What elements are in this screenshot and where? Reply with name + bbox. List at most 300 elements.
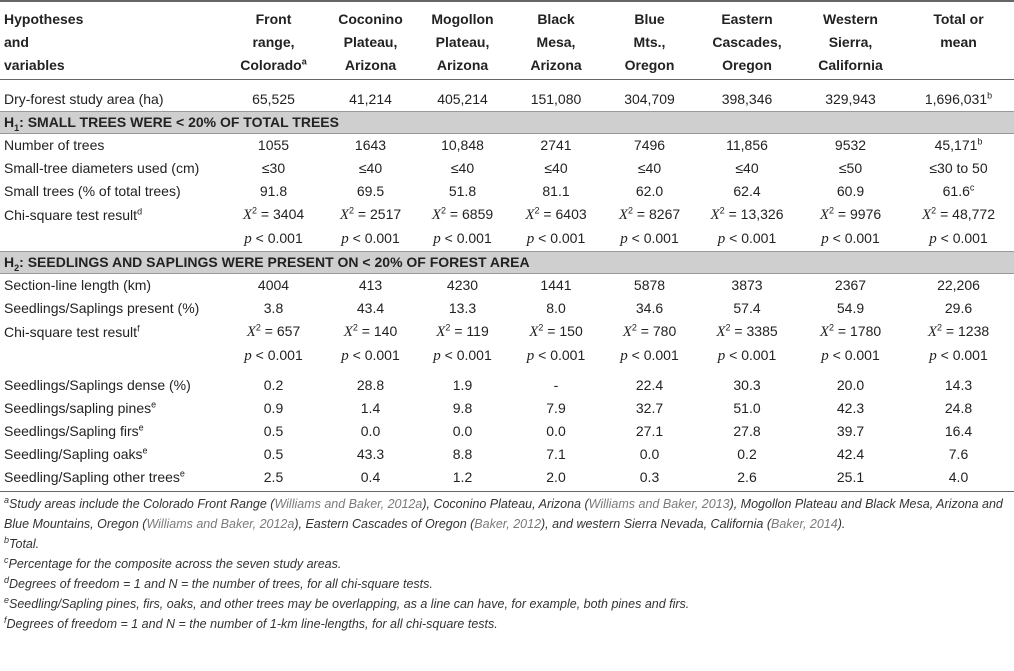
footnote-mark: b xyxy=(987,90,993,101)
table-cell: p < 0.001 xyxy=(620,230,679,247)
cell-value: 2367 xyxy=(834,277,867,293)
table-row-firs xyxy=(0,420,1014,443)
table-cell xyxy=(798,420,903,443)
header-col-line: Eastern xyxy=(721,11,773,27)
cell-value: 3.8 xyxy=(263,300,284,316)
section-h: H xyxy=(4,254,15,270)
row-label xyxy=(0,134,222,158)
cell-value: 43.3 xyxy=(356,446,385,462)
table-cell xyxy=(798,180,903,203)
chi-symbol: X xyxy=(343,324,353,340)
cell-value: 2.0 xyxy=(546,469,566,485)
cell-value: 22.4 xyxy=(635,377,664,393)
cell-value: 0.5 xyxy=(263,446,284,462)
cell-value: 329,943 xyxy=(825,91,876,107)
table-cell xyxy=(603,368,696,397)
p-value: 0.001 xyxy=(267,347,303,363)
table-cell: $X^2 = 150$ xyxy=(529,322,583,340)
chi-value: 9976 xyxy=(850,206,882,222)
table-cell xyxy=(798,443,903,466)
p-symbol: p xyxy=(717,348,726,364)
footnote-mark: f xyxy=(4,614,7,625)
footnote-mark: e xyxy=(179,468,185,479)
table-cell: p < 0.001 xyxy=(433,347,492,364)
cell-value: ≤30 xyxy=(261,160,286,176)
table-cell: $X^2 = 780$ xyxy=(622,322,677,340)
header-col-4 xyxy=(603,1,696,80)
chi-symbol: X xyxy=(246,324,256,340)
cell-value: 30.3 xyxy=(733,377,761,393)
section-h2 xyxy=(0,252,1014,274)
table-cell xyxy=(798,397,903,420)
chi-value: 3385 xyxy=(746,323,778,339)
table-cell xyxy=(325,80,416,112)
row-label xyxy=(0,368,222,397)
table-cell xyxy=(603,397,696,420)
table-cell: $X^2 = 9976$ xyxy=(819,205,882,223)
table-cell: p < 0.001 xyxy=(244,230,303,247)
row-label xyxy=(0,297,222,320)
table-cell xyxy=(696,443,798,466)
header-col-line: Arizona xyxy=(344,57,397,73)
header-col-line: California xyxy=(818,57,883,73)
footnote-f xyxy=(4,614,1010,634)
header-col-line: Sierra, xyxy=(828,34,873,50)
p-value: 0.001 xyxy=(364,230,400,246)
p-value: 0.001 xyxy=(643,347,679,363)
cell-value: 1.9 xyxy=(452,377,473,393)
table-cell xyxy=(222,420,325,443)
table-cell: p < 0.001 xyxy=(717,230,777,247)
table-cell xyxy=(696,157,798,180)
table-cell xyxy=(603,466,696,492)
cell-value: - xyxy=(553,377,559,393)
table-cell xyxy=(509,397,603,420)
table-cell xyxy=(222,80,325,112)
table-cell xyxy=(509,180,603,203)
table-cell: $X^2 = 140$ xyxy=(343,322,398,340)
table-cell xyxy=(798,134,903,158)
section-title xyxy=(0,112,1014,134)
chi-exponent: 2 xyxy=(534,205,540,216)
table-cell xyxy=(222,397,325,420)
chi-value: 13,326 xyxy=(740,206,784,222)
p-value: 0.001 xyxy=(741,230,777,246)
table-cell xyxy=(696,368,798,397)
table-cell: $X^2 = 657$ xyxy=(246,322,301,340)
footnote-text: ), Eastern Cascades of Oregon ( xyxy=(294,517,475,531)
header-col-line: Front xyxy=(255,11,292,27)
chi-exponent: 2 xyxy=(255,322,261,333)
table-row-area xyxy=(0,80,1014,112)
table-cell: $X^2 = 6403$ xyxy=(525,205,587,223)
table-cell xyxy=(798,466,903,492)
cell-value: 4230 xyxy=(446,277,479,293)
header-col-line: Oregon xyxy=(722,57,772,73)
header-col-line: Mesa, xyxy=(536,34,576,50)
chi-exponent: 2 xyxy=(445,322,451,333)
section-subscript: 1 xyxy=(14,122,20,133)
table-cell: $X^2 = 3385$ xyxy=(716,322,778,340)
cell-value: 3873 xyxy=(731,277,763,293)
header-col-line: Arizona xyxy=(530,57,582,73)
cell-value: 45,171 xyxy=(934,137,978,153)
cell-value: 27.1 xyxy=(635,423,664,439)
cell-value: 405,214 xyxy=(437,91,488,107)
table-cell: $X^2 = 48,772$ xyxy=(922,205,995,223)
cell-value: 29.6 xyxy=(944,300,973,316)
cell-value: 0.9 xyxy=(263,400,284,416)
table-cell xyxy=(903,80,1014,112)
footnote-mark: e xyxy=(151,399,157,410)
table-cell xyxy=(696,134,798,158)
footnote-mark: b xyxy=(4,534,10,545)
p-value: 0.001 xyxy=(844,230,880,246)
table-row-seed_dense xyxy=(0,368,1014,397)
row-label xyxy=(0,420,222,443)
chi-value: 657 xyxy=(276,323,301,339)
row-label xyxy=(0,80,222,112)
row-label xyxy=(0,274,222,298)
cell-value: 0.0 xyxy=(452,423,473,439)
chi-symbol: X xyxy=(716,324,726,340)
row-label xyxy=(0,180,222,203)
cell-value: ≤40 xyxy=(735,160,759,176)
table-cell xyxy=(325,368,416,397)
table-cell xyxy=(798,274,903,298)
table-cell xyxy=(603,420,696,443)
chi-value: 8267 xyxy=(649,206,681,222)
row-label-text: Seedlings/Saplings dense (%) xyxy=(4,377,191,393)
table-row-oaks xyxy=(0,443,1014,466)
table-cell xyxy=(509,80,603,112)
row-label xyxy=(0,320,222,344)
footnote-mark: e xyxy=(142,445,148,456)
row-label-text: Small trees (% of total trees) xyxy=(4,183,181,199)
cell-value: 34.6 xyxy=(635,300,664,316)
p-symbol: p xyxy=(526,231,535,247)
p-symbol: p xyxy=(244,231,252,247)
table-cell xyxy=(696,180,798,203)
table-cell xyxy=(325,297,416,320)
table-cell xyxy=(416,297,509,320)
chi-exponent: 2 xyxy=(349,205,355,216)
footnote-c xyxy=(4,554,1010,574)
chi-symbol: X xyxy=(431,207,442,223)
table-cell: p < 0.001 xyxy=(433,230,492,247)
header-col-0 xyxy=(222,1,325,80)
footnote-text: ), and western Sierra Nevada, California ( xyxy=(541,517,771,531)
cell-value: 32.7 xyxy=(635,400,664,416)
table-cell xyxy=(509,420,603,443)
table-cell: p < 0.001 xyxy=(929,347,988,364)
table-row-chi2 xyxy=(0,320,1014,344)
table-cell xyxy=(509,466,603,492)
table-cell: $X^2 = 2517$ xyxy=(339,205,402,223)
table-row-p1 xyxy=(0,227,1014,252)
cell-value: 1441 xyxy=(540,277,572,293)
table-cell xyxy=(509,274,603,298)
footnote-mark: c xyxy=(969,182,975,193)
chi-value: 150 xyxy=(559,323,583,339)
table-cell: p < 0.001 xyxy=(526,230,586,247)
chi-exponent: 2 xyxy=(937,322,943,333)
chi-symbol: X xyxy=(922,207,932,223)
chi-symbol: X xyxy=(927,324,938,340)
cell-value: 0.5 xyxy=(263,423,284,439)
cell-value: 10,848 xyxy=(441,137,484,153)
p-value: 0.001 xyxy=(844,347,880,363)
chi-symbol: X xyxy=(436,324,446,340)
cell-value: 0.0 xyxy=(546,423,566,439)
table-cell xyxy=(903,443,1014,466)
table-cell xyxy=(603,180,696,203)
cell-value: 0.3 xyxy=(639,469,660,485)
header-col-line: Total or xyxy=(933,11,984,27)
cell-value: 28.8 xyxy=(356,377,385,393)
chi-value: 6403 xyxy=(555,206,587,222)
p-symbol: p xyxy=(717,231,726,247)
table-cell xyxy=(222,180,325,203)
header-col-7 xyxy=(903,1,1014,80)
cell-value: 43.4 xyxy=(356,300,385,316)
header-col-line: range, xyxy=(252,34,295,50)
row-label-empty xyxy=(0,227,222,252)
cell-value: 81.1 xyxy=(542,183,570,199)
cell-value: 62.4 xyxy=(733,183,761,199)
table-cell xyxy=(222,274,325,298)
table-cell xyxy=(222,443,325,466)
p-symbol: p xyxy=(341,348,349,364)
table-cell xyxy=(903,180,1014,203)
header-col-5 xyxy=(696,1,798,80)
table-cell xyxy=(603,274,696,298)
footnote-mark: e xyxy=(4,594,10,605)
chi-symbol: X xyxy=(339,207,350,223)
table-cell xyxy=(325,443,416,466)
chi-symbol: X xyxy=(622,324,632,340)
row-label-text: Dry-forest study area (ha) xyxy=(4,91,164,107)
table-row-small_pct xyxy=(0,180,1014,203)
row-label-text: Section-line length (km) xyxy=(4,277,152,293)
chi-value: 1780 xyxy=(850,323,882,339)
citation-link: Williams and Baker, 2012a xyxy=(146,517,295,531)
table-cell xyxy=(696,466,798,492)
table-row-pines xyxy=(0,397,1014,420)
footnote-mark: c xyxy=(4,554,9,565)
section-text: : SMALL TREES WERE < 20% OF TOTAL TREES xyxy=(19,114,339,130)
row-label-text: Seedling/Sapling oaks xyxy=(4,446,143,462)
cell-value: 62.0 xyxy=(635,183,664,199)
row-label-text: Seedlings/Saplings present (%) xyxy=(4,300,200,316)
chi-symbol: X xyxy=(242,207,253,223)
table-cell xyxy=(222,134,325,158)
footnote-mark: d xyxy=(4,574,10,585)
cell-value: 0.0 xyxy=(360,423,381,439)
p-value: 0.001 xyxy=(643,230,679,246)
table-cell xyxy=(903,466,1014,492)
row-label xyxy=(0,466,222,492)
footnote-mark: e xyxy=(138,422,144,433)
table-cell: $X^2 = 1238$ xyxy=(927,322,990,340)
header-col-line: Plateau, xyxy=(343,34,398,50)
table-cell xyxy=(416,466,509,492)
cell-value: 151,080 xyxy=(530,91,582,107)
table-cell: p < 0.001 xyxy=(526,347,586,364)
cell-value: 1643 xyxy=(354,137,387,153)
chi-exponent: 2 xyxy=(719,205,725,216)
footnote-text: ). xyxy=(837,517,846,531)
table-cell xyxy=(903,157,1014,180)
table-row-p2 xyxy=(0,344,1014,368)
cell-value: 24.8 xyxy=(944,400,973,416)
table-cell xyxy=(325,397,416,420)
header-col-line: Mogollon xyxy=(431,11,494,27)
table-cell xyxy=(603,443,696,466)
footnote-mark: b xyxy=(977,136,983,147)
table-cell xyxy=(696,80,798,112)
cell-value: 39.7 xyxy=(836,423,865,439)
chi-symbol: X xyxy=(710,207,720,223)
table-cell xyxy=(798,368,903,397)
cell-value: 5878 xyxy=(633,277,666,293)
cell-value: 1.2 xyxy=(452,469,473,485)
table-cell xyxy=(798,297,903,320)
chi-exponent: 2 xyxy=(829,322,835,333)
citation-link: Williams and Baker, 2013 xyxy=(588,497,730,511)
table-cell xyxy=(696,297,798,320)
cell-value: 27.8 xyxy=(733,423,761,439)
table-row-small_diam xyxy=(0,157,1014,180)
row-label-text: Seedling/Sapling other trees xyxy=(4,469,180,485)
cell-value: 69.5 xyxy=(356,183,385,199)
table-row-seed_present xyxy=(0,297,1014,320)
table-row-num_trees xyxy=(0,134,1014,158)
p-symbol: p xyxy=(341,231,349,247)
header-col-line: Western xyxy=(823,11,878,27)
chi-exponent: 2 xyxy=(725,322,731,333)
cell-value: ≤40 xyxy=(637,160,662,176)
chi-exponent: 2 xyxy=(538,322,544,333)
cell-value: 54.9 xyxy=(836,300,865,316)
footnote-text: Total. xyxy=(9,537,40,551)
p-symbol: p xyxy=(526,348,535,364)
footnote-e xyxy=(4,594,1010,614)
chi-symbol: X xyxy=(618,207,629,223)
row-label-text: Seedlings/Sapling firs xyxy=(4,423,139,439)
cell-value: 42.3 xyxy=(836,400,865,416)
cell-value: 14.3 xyxy=(944,377,973,393)
row-label xyxy=(0,443,222,466)
footnote-mark: d xyxy=(137,205,143,216)
p-symbol: p xyxy=(433,231,441,247)
cell-value: 11,856 xyxy=(726,137,768,153)
citation-link: Williams and Baker, 2012a xyxy=(274,497,423,511)
cell-value: ≤40 xyxy=(450,160,475,176)
cell-value: 7.9 xyxy=(546,400,566,416)
cell-value: ≤40 xyxy=(358,160,383,176)
table-cell xyxy=(903,274,1014,298)
chi-exponent: 2 xyxy=(352,322,358,333)
p-value: 0.001 xyxy=(550,230,586,246)
cell-value: 9532 xyxy=(834,137,867,153)
table-cell: p < 0.001 xyxy=(341,347,400,364)
cell-value: 7.6 xyxy=(948,446,969,462)
table-cell: $X^2 = 119$ xyxy=(436,322,489,340)
footnote-mark: a xyxy=(4,494,10,505)
p-value: 0.001 xyxy=(952,230,988,246)
table-cell xyxy=(325,180,416,203)
table-cell xyxy=(509,297,603,320)
table-cell: $X^2 = 13,326$ xyxy=(710,205,784,223)
table-cell xyxy=(416,134,509,158)
cell-value: 398,346 xyxy=(721,91,773,107)
p-symbol: p xyxy=(433,348,441,364)
row-label xyxy=(0,157,222,180)
footnote-text: ), Coconino Plateau, Arizona ( xyxy=(422,497,589,511)
table-cell xyxy=(416,397,509,420)
cell-value: 1.4 xyxy=(360,400,381,416)
row-label-text: Number of trees xyxy=(4,137,105,153)
cell-value: ≤50 xyxy=(838,160,863,176)
cell-value: 0.2 xyxy=(263,377,284,393)
section-h1 xyxy=(0,112,1014,134)
p-symbol: p xyxy=(821,231,829,247)
header-col-line: mean xyxy=(940,34,977,50)
table-cell: p < 0.001 xyxy=(341,230,400,247)
p-value: 0.001 xyxy=(456,230,492,246)
cell-value: 0.2 xyxy=(737,446,757,462)
p-value: 0.001 xyxy=(364,347,400,363)
header-col-line: Colorado xyxy=(240,57,302,73)
footnote-d xyxy=(4,574,1010,594)
chi-value: 1238 xyxy=(958,323,990,339)
table-cell: p < 0.001 xyxy=(929,230,988,247)
cell-value: 20.0 xyxy=(836,377,865,393)
table-cell xyxy=(325,420,416,443)
p-value: 0.001 xyxy=(456,347,492,363)
table-cell xyxy=(222,297,325,320)
table-cell xyxy=(222,157,325,180)
table-cell xyxy=(325,466,416,492)
header-col-line: Cascades, xyxy=(712,34,782,50)
header-col-line: Mts., xyxy=(633,34,666,50)
table-cell xyxy=(509,368,603,397)
chi-value: 3404 xyxy=(273,206,305,222)
cell-value: 1,696,031 xyxy=(924,91,988,107)
chi-symbol: X xyxy=(525,207,535,223)
cell-value: 9.8 xyxy=(452,400,473,416)
cell-value: 7496 xyxy=(633,137,666,153)
table-cell: p < 0.001 xyxy=(717,347,777,364)
chi-exponent: 2 xyxy=(441,205,447,216)
table-cell xyxy=(509,157,603,180)
section-subscript: 2 xyxy=(14,262,20,273)
cell-value: 51.8 xyxy=(448,183,477,199)
header-col-line: Blue xyxy=(634,11,665,27)
row-label xyxy=(0,397,222,420)
chi-value: 48,772 xyxy=(952,206,995,222)
table-cell xyxy=(696,397,798,420)
table-cell xyxy=(416,443,509,466)
p-symbol: p xyxy=(929,348,937,364)
cell-value: 4.0 xyxy=(948,469,969,485)
footnote-mark: f xyxy=(137,322,140,333)
table-cell xyxy=(603,134,696,158)
footnote-text: Degrees of freedom = 1 and N = the number of trees, for all chi-square tests. xyxy=(9,577,433,591)
footnote-a xyxy=(4,494,1010,534)
table-cell xyxy=(603,80,696,112)
